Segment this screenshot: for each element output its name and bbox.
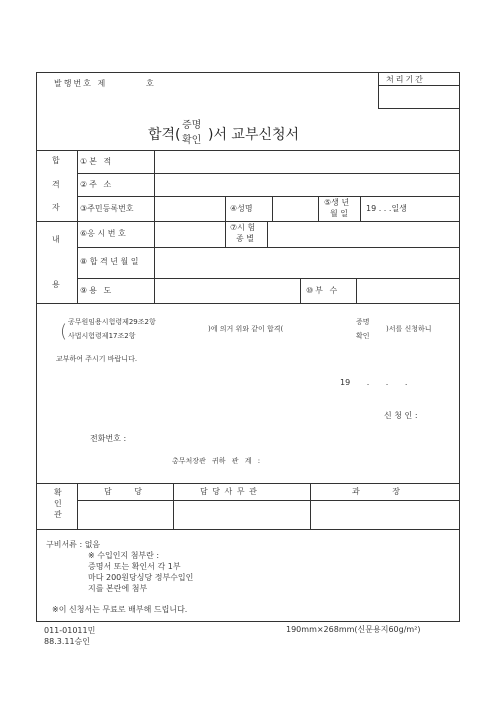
confirm-char-3: 관	[54, 510, 62, 519]
confirm-col-2	[173, 483, 174, 529]
statement-end: )서를 신청하니	[386, 325, 432, 333]
phone-label: 전화번호 :	[90, 434, 127, 443]
stamp-line-2: 마다 200원당싱당 정부수입인	[88, 573, 194, 582]
approval-date: 88.3.11승인	[44, 637, 90, 646]
statement-option-top: 증명	[356, 318, 370, 326]
confirm-col-1	[77, 483, 78, 529]
section-applicant-char-3: 자	[52, 203, 60, 212]
name-label: ④성명	[230, 204, 253, 213]
row-line-2	[77, 196, 460, 197]
title-option-top: 증명	[182, 120, 202, 131]
stamp-line-3: 지를 본란에 첨부	[88, 584, 148, 593]
resident-number-label: ③주민등록번호	[80, 204, 134, 213]
purpose-label: ⑨용 도	[80, 286, 114, 295]
section-contents-char-1: 내	[52, 235, 60, 244]
row-line-4	[77, 247, 460, 248]
name-col-line	[225, 196, 226, 247]
section-applicant-char-1: 합	[52, 156, 60, 165]
frame-bottom	[36, 621, 460, 622]
stamp-line-1: 증명서 또는 확인서 각 1부	[88, 562, 181, 571]
confirm-top	[36, 483, 460, 484]
birth-label-bottom: 월 일	[330, 209, 348, 218]
confirm-char-1: 확	[54, 488, 62, 497]
pass-date-label: ⑧ 합 격 년 월 일	[80, 257, 139, 266]
issue-number-suffix: 호	[146, 79, 154, 88]
birth-value: 19 . . .일생	[366, 204, 407, 213]
name-value-col-line	[272, 196, 273, 221]
section-contents-char-2: 용	[52, 280, 60, 289]
address-label: ②주 소	[80, 180, 114, 189]
birth-label-top: ⑤생 년	[324, 198, 350, 207]
paper-size: 190mm×268mm(신문용지60g/m²)	[286, 625, 421, 634]
table-top	[36, 150, 460, 151]
title-suffix: )서 교부신청서	[208, 127, 300, 143]
copies-label: ⑩부 수	[306, 286, 340, 295]
section-applicant-char-2: 격	[52, 180, 60, 189]
domicile-label: ①본 적	[80, 157, 114, 166]
row-line-1	[77, 173, 460, 174]
frame-left	[36, 72, 37, 622]
processing-box-left	[378, 72, 379, 109]
frame-top	[36, 72, 460, 73]
exam-type-label-bottom: 종 별	[236, 234, 254, 243]
copies-col-line	[300, 278, 301, 303]
title-prefix: 합격(	[148, 127, 181, 143]
birth-value-col-line	[360, 196, 361, 221]
row-line-5	[77, 278, 460, 279]
processing-period-label: 처리기간	[386, 75, 425, 84]
exam-type-label-top: ⑦시 험	[230, 223, 256, 232]
confirm-col-3	[310, 483, 311, 529]
copies-value-col-line	[356, 278, 357, 303]
title-option-bottom: 확인	[182, 135, 202, 146]
page-title	[148, 120, 348, 152]
row-line-6	[36, 303, 460, 304]
regulation-top: 공무원임용시험령제29조2항	[68, 318, 156, 326]
addressee-line: 총무처장관 귀하 관 계 :	[172, 457, 261, 465]
issue-number-label: 발행번호 제	[54, 79, 108, 88]
free-distribution-note: ※이 신청서는 무료로 배부해 드립니다.	[52, 605, 188, 614]
statement-middle: )에 의거 위와 같이 합격(	[208, 325, 284, 333]
row-line-3	[36, 221, 460, 222]
frame-right	[459, 72, 460, 622]
confirm-bottom	[36, 529, 460, 530]
reg-paren-open: (	[60, 321, 68, 342]
stamp-note: ※ 수입인지 첨부란 :	[88, 551, 160, 560]
confirm-char-2: 인	[54, 499, 62, 508]
required-docs: 구비서류 : 없음	[46, 540, 101, 549]
label-col-line	[154, 150, 155, 303]
confirm-manager-header: 담 당 사 무 관	[200, 487, 258, 496]
birth-col-line	[318, 196, 319, 221]
processing-box-divider	[378, 85, 460, 86]
form-number: 011-01011민	[44, 626, 96, 635]
statement-line-2: 교부하여 주시기 바랍니다.	[56, 355, 138, 363]
confirm-header-line	[77, 500, 460, 501]
applicant-signature-label: 신 청 인 :	[384, 411, 418, 420]
application-date: 19 . . .	[340, 378, 408, 387]
regulation-bottom: 사법시험령제17조2항	[68, 332, 136, 340]
processing-box-bottom	[378, 108, 460, 109]
section-col-line	[77, 150, 78, 303]
confirm-chief-header: 과 장	[352, 487, 400, 496]
exam-type-col-line	[267, 221, 268, 247]
exam-number-label: ⑥응 시 번 호	[80, 229, 126, 238]
confirm-officer-header: 담 당	[104, 487, 142, 496]
statement-option-bottom: 확인	[356, 332, 370, 340]
